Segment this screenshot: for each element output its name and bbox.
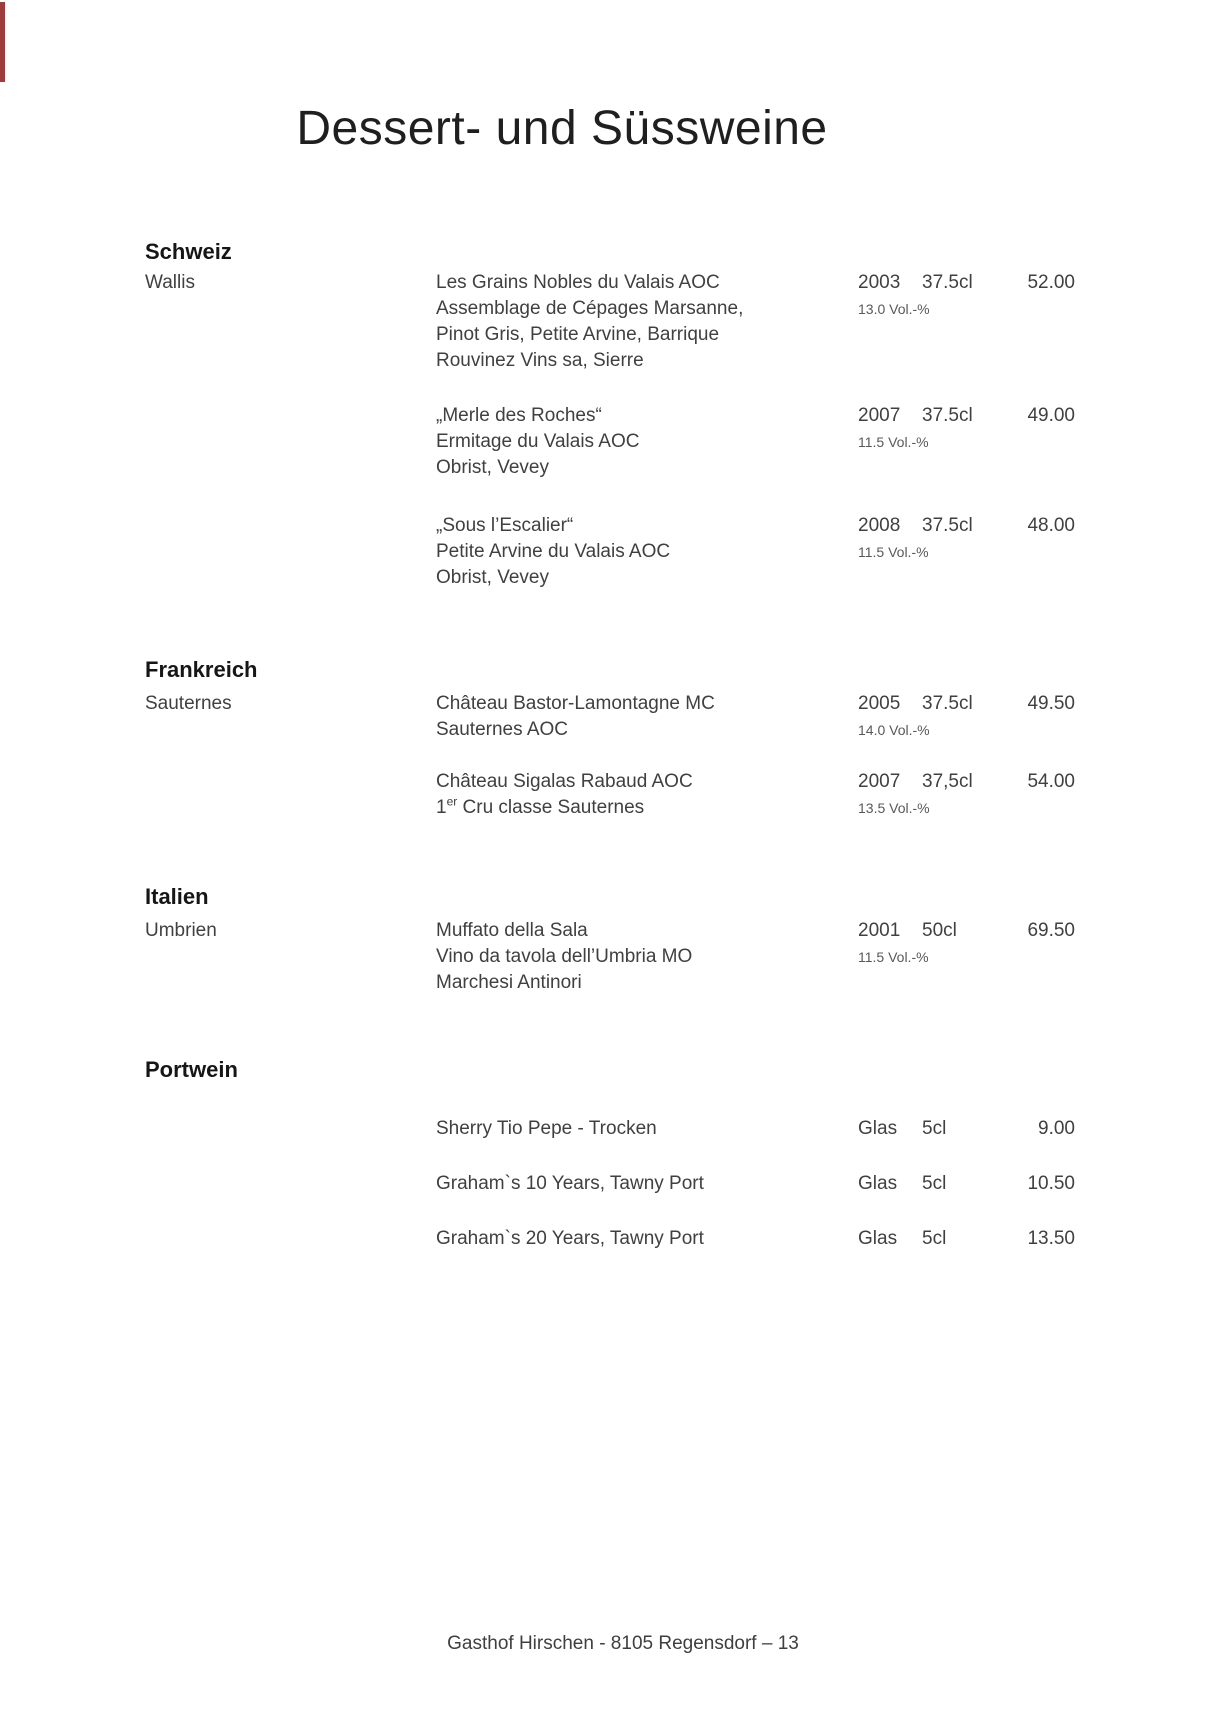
wine-size: 37,5cl	[922, 771, 973, 792]
wine-serving: Glas	[858, 1173, 898, 1194]
wine-name-line: Obrist, Vevey	[436, 457, 549, 478]
cru-text: Cru classe Sauternes	[457, 797, 645, 818]
wine-vintage-size	[858, 513, 975, 591]
wine-row	[145, 691, 1075, 743]
wine-size: 5cl	[922, 1173, 947, 1194]
wine-name-line: Marchesi Antinori	[436, 972, 582, 993]
wine-vintage: 2005	[858, 693, 901, 714]
wine-name-line: Petite Arvine du Valais AOC	[436, 541, 671, 562]
wine-region	[145, 1226, 436, 1252]
section-heading-schweiz: Schweiz	[145, 239, 232, 264]
wine-size: 5cl	[922, 1118, 947, 1139]
wine-name-line: Rouvinez Vins sa, Sierre	[436, 350, 644, 371]
wine-name-line: Château Bastor-Lamontagne MC	[436, 693, 715, 714]
wine-row	[145, 1116, 1075, 1142]
wine-vintage: 2003	[858, 272, 901, 293]
wine-name-line: Graham`s 10 Years, Tawny Port	[436, 1173, 704, 1194]
wine-price: 13.50	[1027, 1228, 1075, 1249]
wine-row	[145, 513, 1075, 591]
wine-name-line: Sherry Tio Pepe - Trocken	[436, 1118, 657, 1139]
wine-names	[436, 1226, 858, 1252]
wine-price: 9.00	[1038, 1118, 1075, 1139]
cru-number: 1	[436, 797, 447, 818]
wine-vintage-size	[858, 1226, 975, 1252]
section-heading-portwein: Portwein	[145, 1057, 238, 1082]
wine-name-line: „Sous l’Escalier“	[436, 515, 574, 536]
wine-names	[436, 1171, 858, 1197]
wine-name-line: Assemblage de Cépages Marsanne,	[436, 298, 744, 319]
wine-price: 52.00	[1027, 272, 1075, 293]
wine-names	[436, 918, 858, 996]
wine-price: 49.50	[1027, 693, 1075, 714]
wine-price: 69.50	[1027, 920, 1075, 941]
scan-edge-artifact	[0, 2, 5, 82]
section-heading-frankreich: Frankreich	[145, 657, 258, 682]
wine-name-line: Pinot Gris, Petite Arvine, Barrique	[436, 324, 720, 345]
wine-price: 54.00	[1027, 771, 1075, 792]
wine-vintage: 2007	[858, 771, 901, 792]
wine-region	[145, 769, 436, 821]
wine-vintage-size	[858, 1116, 975, 1142]
wine-vintage-size	[858, 691, 975, 743]
wine-name-line: Les Grains Nobles du Valais AOC	[436, 272, 720, 293]
wine-size: 37.5cl	[922, 515, 973, 536]
section-heading-italien: Italien	[145, 884, 209, 909]
wine-region	[145, 403, 436, 481]
wine-vintage-size	[858, 1171, 975, 1197]
footer-text: Gasthof Hirschen - 8105 Regensdorf – 13	[447, 1633, 799, 1654]
wine-vintage: 2008	[858, 515, 901, 536]
wine-row	[145, 403, 1075, 481]
wine-price: 48.00	[1027, 515, 1075, 536]
wine-names	[436, 270, 858, 374]
wine-vintage: 2007	[858, 405, 901, 426]
wine-name-line: Obrist, Vevey	[436, 567, 549, 588]
wine-region: Umbrien	[145, 920, 217, 941]
wine-names	[436, 1116, 858, 1142]
wine-size: 50cl	[922, 920, 957, 941]
wine-alcohol: 11.5 Vol.-%	[858, 949, 929, 965]
wine-name-line-cru	[436, 795, 848, 821]
wine-row	[145, 1171, 1075, 1197]
page-title: Dessert- und Süssweine	[296, 102, 828, 155]
wine-row	[145, 769, 1075, 821]
wine-size: 37.5cl	[922, 693, 973, 714]
wine-row	[145, 918, 1075, 996]
wine-vintage-size	[858, 270, 975, 374]
wine-vintage-size	[858, 918, 975, 996]
wine-alcohol: 14.0 Vol.-%	[858, 722, 930, 738]
wine-serving: Glas	[858, 1118, 898, 1139]
wine-name-line: Muffato della Sala	[436, 920, 588, 941]
wine-price: 10.50	[1027, 1173, 1075, 1194]
wine-serving: Glas	[858, 1228, 898, 1249]
wine-name-line: Ermitage du Valais AOC	[436, 431, 640, 452]
wine-names	[436, 403, 858, 481]
wine-price: 49.00	[1027, 405, 1075, 426]
wine-names	[436, 691, 858, 743]
wine-vintage-size	[858, 403, 975, 481]
wine-vintage-size	[858, 769, 975, 821]
wine-size: 37.5cl	[922, 405, 973, 426]
wine-row	[145, 1226, 1075, 1252]
wine-name-line: Château Sigalas Rabaud AOC	[436, 771, 693, 792]
wine-vintage: 2001	[858, 920, 901, 941]
wine-alcohol: 11.5 Vol.-%	[858, 544, 929, 560]
wine-region	[145, 1171, 436, 1197]
wine-region	[145, 513, 436, 591]
wine-alcohol: 11.5 Vol.-%	[858, 434, 929, 450]
wine-row	[145, 270, 1075, 374]
wine-region: Sauternes	[145, 693, 232, 714]
wine-size: 37.5cl	[922, 272, 973, 293]
wine-name-line: Vino da tavola dell’Umbria MO	[436, 946, 693, 967]
wine-alcohol: 13.0 Vol.-%	[858, 301, 930, 317]
wine-name-line: Sauternes AOC	[436, 719, 569, 740]
wine-name-line: „Merle des Roches“	[436, 405, 602, 426]
wine-names	[436, 513, 858, 591]
cru-superscript: er	[446, 794, 458, 809]
wine-region: Wallis	[145, 272, 195, 293]
wine-alcohol: 13.5 Vol.-%	[858, 800, 930, 816]
wine-names	[436, 769, 858, 821]
wine-name-line: Graham`s 20 Years, Tawny Port	[436, 1228, 704, 1249]
wine-size: 5cl	[922, 1228, 947, 1249]
wine-region	[145, 1116, 436, 1142]
